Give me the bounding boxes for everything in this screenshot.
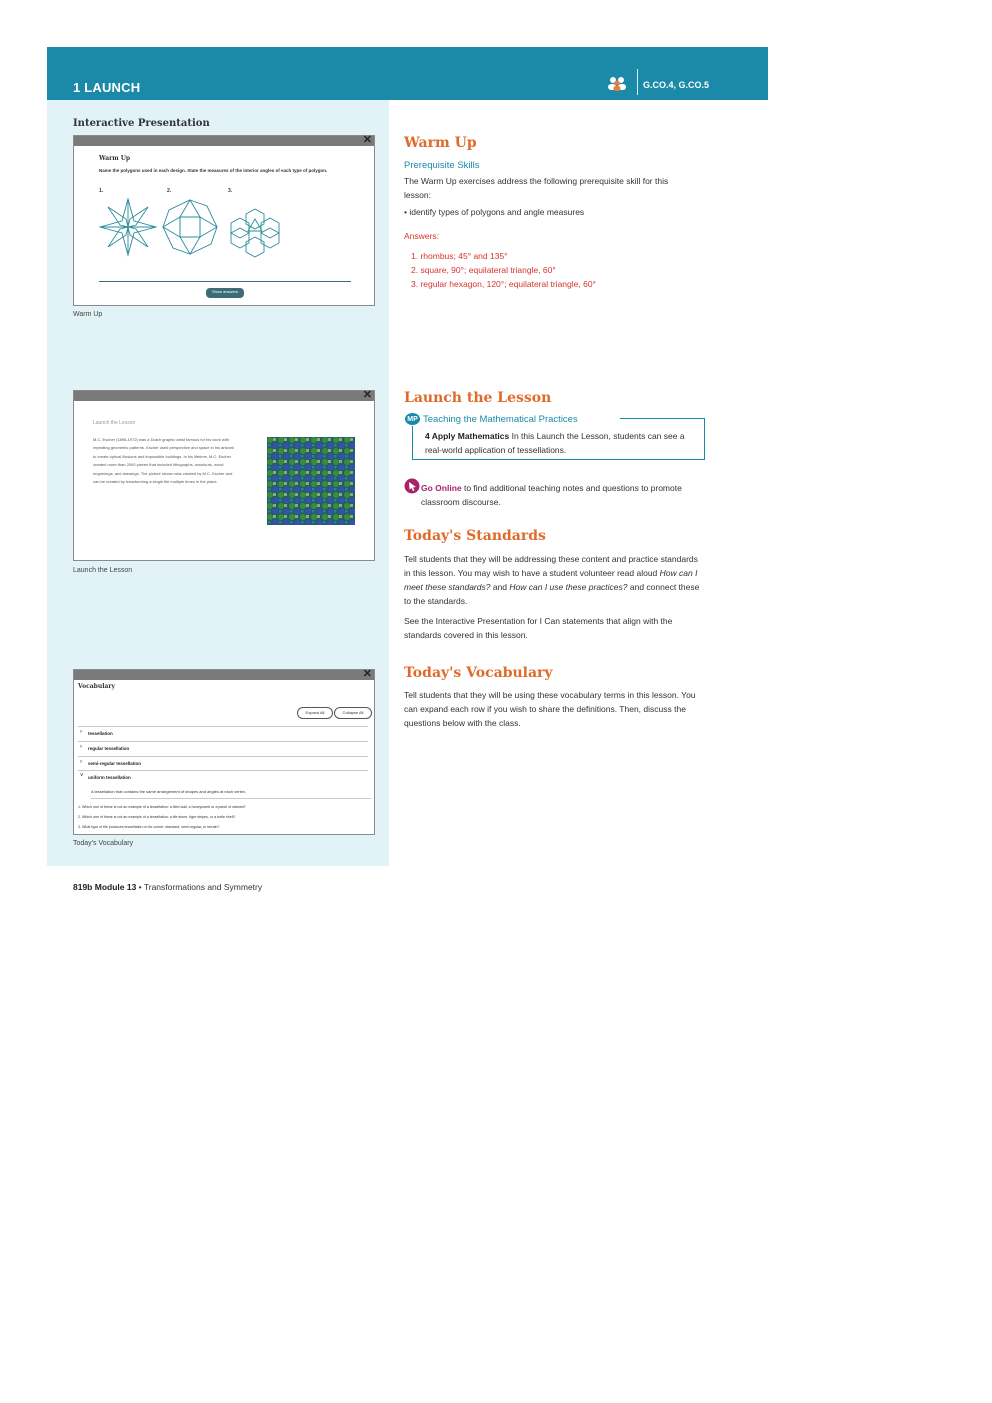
- prerequisite-bullet: • identify types of polygons and angle measures: [404, 207, 585, 217]
- figure-label-1: 1.: [99, 188, 104, 194]
- section-title: 1 LAUNCH: [73, 80, 141, 95]
- collapse-all-button[interactable]: Collapse All: [334, 707, 372, 719]
- group-icon: [607, 75, 627, 91]
- page-number: 819b: [73, 882, 93, 892]
- standards-paragraph-2: See the Interactive Presentation for I Can statements that align with the standards covered in this lesson.: [404, 616, 673, 640]
- close-icon[interactable]: ✕: [362, 389, 372, 401]
- launch-caption: Launch the Lesson: [73, 567, 133, 574]
- warm-up-caption: Warm Up: [73, 311, 103, 318]
- vocabulary-screen[interactable]: [73, 669, 375, 835]
- go-online-text: [421, 481, 701, 509]
- math-practices-title: Teaching the Mathematical Practices: [423, 414, 578, 425]
- answers-label: Answers:: [404, 231, 439, 241]
- vocab-question-1: 1. Which one of these is not an example of a tessellation: a tiled wall, a honeycomb or a panel of stained?: [78, 805, 246, 809]
- show-answers-button[interactable]: Show answers: [206, 288, 244, 298]
- vocab-term: tessellation: [88, 731, 113, 736]
- answer-1: 1. rhombus; 45° and 135°: [411, 251, 508, 261]
- answer-3: 3. regular hexagon, 120°; equilateral triangle, 60°: [411, 279, 596, 289]
- vocabulary-paragraph: Tell students that they will be using these vocabulary terms in this lesson. You can expand each row if you wish to share the definitions. Then, discuss the questions below with the class.: [404, 690, 696, 728]
- prerequisite-skills-subhead: Prerequisite Skills: [404, 160, 480, 171]
- vocab-row-expanded[interactable]: [78, 770, 368, 784]
- module-title: Transformations and Symmetry: [143, 882, 263, 892]
- launch-lesson-screen[interactable]: [73, 390, 375, 561]
- vocab-question-2: 2. Which one of these is not an example of a tessellation: a tile stone, tiger stripes, or a turtle shell?: [78, 815, 236, 819]
- vocab-row[interactable]: [78, 741, 368, 755]
- header-divider: [637, 69, 638, 95]
- standards-codes: G.CO.4, G.CO.5: [643, 80, 710, 90]
- polygon-designs-figure: [98, 194, 288, 260]
- standards-question-2: How can I use these practices?: [509, 582, 628, 592]
- math-practices-text: [425, 429, 697, 457]
- mp-icon: MP: [404, 412, 421, 426]
- answer-divider: [99, 281, 351, 282]
- panel-title: Interactive Presentation: [73, 118, 210, 129]
- standards-text: and connect these to the standards.: [404, 582, 700, 606]
- math-practices-topline: [620, 418, 705, 419]
- vocab-term: regular tessellation: [88, 746, 130, 751]
- warm-up-screen-heading: Warm Up: [99, 155, 131, 162]
- vocab-question-3: 3. What type of tile produces tessellation on its corner: standard, semi-regular, or terrain?: [78, 825, 220, 829]
- chevron-right-icon: ›: [80, 759, 82, 765]
- chevron-down-icon: ˅: [80, 773, 84, 779]
- standards-paragraph-1: [404, 552, 700, 608]
- vocab-row[interactable]: [78, 756, 368, 770]
- mp-description: In this Launch the Lesson, students can see a real-world application of tessellations.: [425, 431, 685, 455]
- screen-titlebar: [74, 670, 374, 680]
- vocabulary-caption: Today's Vocabulary: [73, 840, 134, 847]
- go-online-description: to find additional teaching notes and questions to promote classroom discourse.: [421, 483, 682, 507]
- vocab-definition: A tessellation that contains the same arrangement of shapes and angles at each vertex.: [91, 788, 371, 799]
- warm-up-screen[interactable]: [73, 135, 375, 306]
- vocabulary-screen-heading: Vocabulary: [78, 683, 116, 690]
- vocabulary-heading: Today's Vocabulary: [404, 665, 553, 681]
- standards-heading: Today's Standards: [404, 528, 546, 544]
- expand-all-button[interactable]: Expand All: [297, 707, 333, 719]
- close-icon[interactable]: ✕: [362, 668, 372, 680]
- warm-up-intro: The Warm Up exercises address the following prerequisite skill for this lesson:: [404, 176, 669, 200]
- standards-text: and: [490, 582, 510, 592]
- screen-titlebar: [74, 391, 374, 401]
- launch-heading: Launch the Lesson: [404, 390, 552, 406]
- go-online-icon: [404, 478, 420, 494]
- module-label: Module 13: [94, 882, 137, 892]
- chevron-right-icon: ›: [80, 729, 82, 735]
- answer-2: 2. square, 90°; equilateral triangle, 60°: [411, 265, 556, 275]
- footer-separator: •: [136, 882, 144, 892]
- close-icon[interactable]: ✕: [362, 134, 372, 146]
- warm-up-heading: Warm Up: [404, 135, 477, 151]
- chevron-right-icon: ›: [80, 744, 82, 750]
- figure-label-3: 3.: [228, 188, 233, 194]
- warm-up-prompt: Name the polygons used in each design. State the measures of the interior angles of each type of polygon.: [99, 168, 328, 173]
- launch-screen-heading: Launch the Lesson: [93, 420, 136, 426]
- section-header: [47, 47, 768, 100]
- escher-tessellation-image: [267, 437, 355, 525]
- launch-screen-body: M.C. Escher (1898-1972) was a Dutch graphic artist famous for his work with repeating geometric patterns. Escher used perspective and space in his artwork to create optical illusions and impossible buildings. In his lifetime, M.C. Escher created more than 2000 pieces that included lithographs, woodcuts, wood engravings, and drawings. The picture shown was created by M.C. Escher and can be created by transforming a single tile multiple times in the plane.: [93, 437, 235, 485]
- mp-number: 4 Apply Mathematics: [425, 431, 510, 441]
- vocab-row[interactable]: [78, 726, 368, 740]
- vocab-term: uniform tessellation: [88, 775, 131, 780]
- go-online-link[interactable]: Go Online: [421, 483, 462, 493]
- screen-titlebar: [74, 136, 374, 146]
- standards-text: Tell students that they will be addressing these content and practice standards in this lesson. You may wish to have a student volunteer read aloud: [404, 554, 698, 578]
- standards-question-1: How can I meet these standards?: [404, 568, 698, 592]
- page-footer: [73, 882, 262, 892]
- vocab-term: semi-regular tessellation: [88, 761, 142, 766]
- figure-label-2: 2.: [167, 188, 172, 194]
